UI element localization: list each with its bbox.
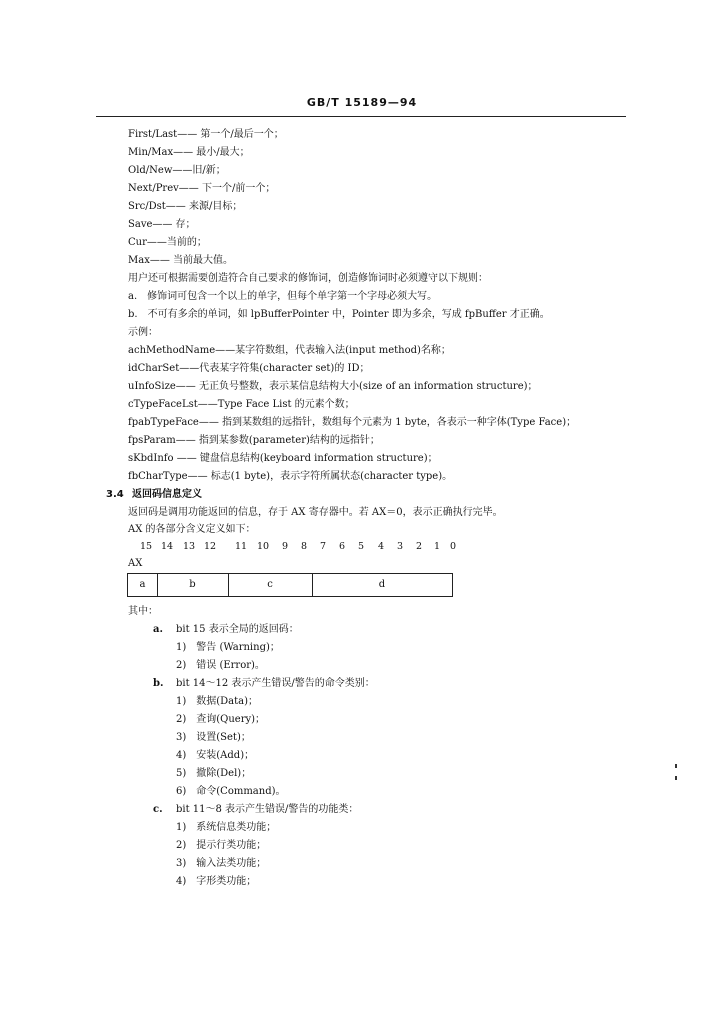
bit-number: 7 <box>319 541 327 552</box>
section-title: 返回码信息定义 <box>132 489 202 500</box>
item-text: bit 14～12 表示产生错误/警告的命令类别： <box>176 678 375 689</box>
bit-number: 10 <box>256 541 270 552</box>
item-label: b. <box>153 678 164 689</box>
text-line: b. 不可有多余的单词，如 lpBufferPointer 中，Pointer 即为多余，写成 fpBuffer 才正确。 <box>128 309 550 320</box>
sub-item: 2) 提示行类功能； <box>176 840 267 851</box>
bit-number: 4 <box>377 541 385 552</box>
text-line: Old/New——旧/新； <box>128 165 226 176</box>
bit-number: 3 <box>396 541 404 552</box>
item-text: bit 11～8 表示产生错误/警告的功能类： <box>176 804 359 815</box>
bit-number: 2 <box>415 541 423 552</box>
field-b: b <box>189 579 196 590</box>
field-a: a <box>139 579 146 590</box>
text-line: uInfoSize—— 无正负号整数，表示某信息结构大小(size of an information structure)； <box>128 381 538 392</box>
text-line: idCharSet——代表某字符集(character set)的 ID； <box>128 363 370 374</box>
text-line: cTypeFaceLst——Type Face List 的元素个数； <box>128 399 355 410</box>
text-line: a. 修饰词可包含一个以上的单字，但每个单字第一个字母必须大写。 <box>128 291 438 302</box>
bit-number: 9 <box>281 541 289 552</box>
item-label: a. <box>153 624 163 635</box>
text-line: Cur——当前的； <box>128 237 207 248</box>
sub-item: 2) 查询(Query)； <box>176 714 266 725</box>
sub-item: 1) 系统信息类功能； <box>176 822 277 833</box>
text-line: Min/Max—— 最小/最大； <box>128 147 250 158</box>
field-c: c <box>267 579 273 590</box>
sub-item: 1) 警告 (Warning)； <box>176 642 280 653</box>
text-line: sKbdInfo —— 键盘信息结构(keyboard information structure)； <box>128 453 438 464</box>
text-line: fpsParam—— 指到某参数(parameter)结构的远指针； <box>128 435 380 446</box>
text-line: achMethodName——某字符数组，代表输入法(input method)名称； <box>128 345 451 356</box>
item-text: bit 15 表示全局的返回码： <box>176 624 299 635</box>
text-line: fbCharType—— 标志(1 byte)，表示字符所属状态(character type)。 <box>128 471 453 482</box>
text-line: Max—— 当前最大值。 <box>128 255 234 266</box>
text-line: fpabTypeFace—— 指到某数组的远指针，数组每个元素为 1 byte，各表示一种字体(Type Face)； <box>128 417 577 428</box>
scan-mark <box>675 776 677 780</box>
bit-number: 12 <box>203 541 217 552</box>
text-line: Src/Dst—— 来源/目标； <box>128 201 243 212</box>
register-name: AX <box>128 558 143 569</box>
section-number: 3.4 <box>106 489 124 500</box>
sub-item: 1) 数据(Data)； <box>176 696 259 707</box>
sub-item: 3) 输入法类功能； <box>176 858 267 869</box>
text-line: AX 的各部分含义定义如下： <box>128 524 256 535</box>
bit-number: 8 <box>300 541 308 552</box>
item-label: c. <box>153 804 163 815</box>
page-header: GB/T 15189—94 <box>306 96 418 109</box>
scan-mark <box>675 764 677 768</box>
bit-number: 5 <box>357 541 365 552</box>
sub-item: 6) 命令(Command)。 <box>176 786 286 797</box>
bit-number: 11 <box>234 541 248 552</box>
sub-item: 4) 字形类功能； <box>176 876 257 887</box>
bit-number: 6 <box>338 541 346 552</box>
text-line: 其中： <box>128 606 158 617</box>
text-line: 返回码是调用功能返回的信息，存于 AX 寄存器中。若 AX＝0，表示正确执行完毕。 <box>128 507 503 518</box>
bit-number: 14 <box>160 541 174 552</box>
text-line: First/Last—— 第一个/最后一个； <box>128 129 284 140</box>
bit-number: 1 <box>433 541 441 552</box>
text-line: 用户还可根据需要创造符合自己要求的修饰词，创造修饰词时必须遵守以下规则： <box>128 273 488 284</box>
text-line: Next/Prev—— 下一个/前一个； <box>128 183 276 194</box>
register-diagram <box>127 573 453 597</box>
sub-item: 4) 安装(Add)； <box>176 750 255 761</box>
bit-number: 0 <box>449 541 457 552</box>
sub-item: 3) 设置(Set)； <box>176 732 251 743</box>
header-rule <box>96 116 626 117</box>
text-line: 示例： <box>128 327 158 338</box>
bit-number: 15 <box>139 541 153 552</box>
text-line: Save—— 存； <box>128 219 196 230</box>
sub-item: 5) 撤除(Del)； <box>176 768 252 779</box>
bit-number: 13 <box>182 541 196 552</box>
field-d: d <box>378 579 386 590</box>
sub-item: 2) 错误 (Error)。 <box>176 660 265 671</box>
